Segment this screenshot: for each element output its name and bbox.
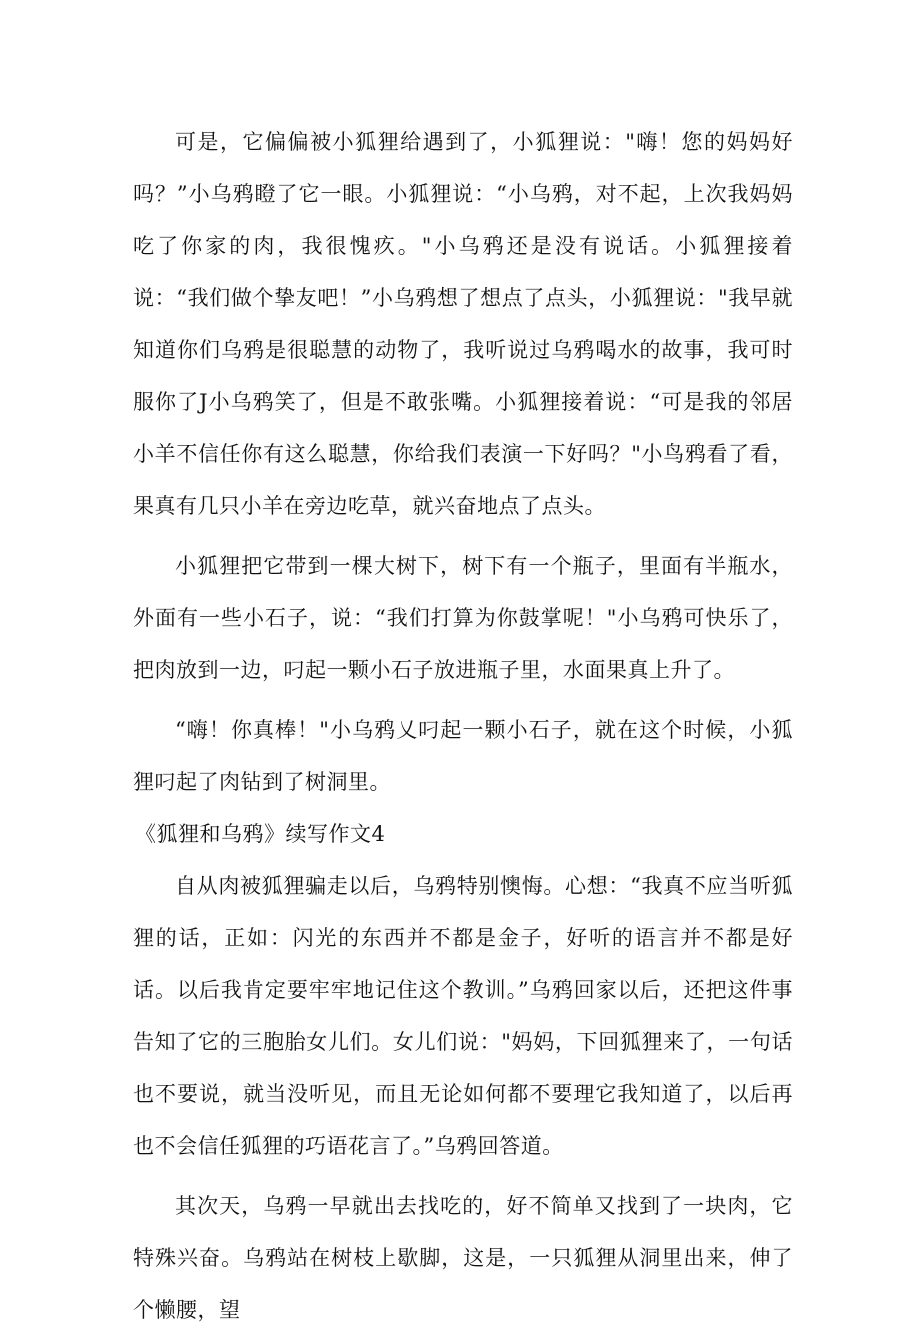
paragraph-2: 小狐狸把它带到一棵大树下，树下有一个瓶子，里面有半瓶水，外面有一些小石子，说：“我们打算为你鼓掌呢！"小乌鸦可快乐了，把肉放到一边，叼起一颗小石子放进瓶子里，水面果真上升了。 [133,554,793,682]
paragraph-4: 自从肉被狐狸骗走以后，乌鸦特别懊悔。心想：“我真不应当听狐狸的话，正如：闪光的东西并不都是金子，好听的语言并不都是好话。以后我肯定要牢牢地记住这个教训。”乌鸦回家以后，还把这件事告知了它的三胞胎女儿们。女儿们说："妈妈，下回狐狸来了，一句话也不要说，就当没听见，而且无论如何都不要理它我知道了，以后再也不会信任狐狸的巧语花言了。”乌鸦回答道。 [133,874,793,1158]
paragraph-5: 其次天，乌鸦一早就出去找吃的，好不简单又找到了一块肉，它特殊兴奋。乌鸦站在树枝上歇脚，这是，一只狐狸从洞里出来，伸了个懒腰，望 [133,1194,793,1322]
section-heading: 《狐狸和乌鸦》续写作文4 [135,822,386,846]
paragraph-3: “嗨！你真棒！"小乌鸦乂叼起一颗小石子，就在这个时候，小狐狸叼起了肉钻到了树洞里。 [133,718,793,794]
paragraph-1: 可是，它偏偏被小狐狸给遇到了，小狐狸说："嗨！您的妈妈好吗？”小乌鸦瞪了它一眼。小狐狸说：“小乌鸦，对不起，上次我妈妈吃了你家的肉，我很愧疚。"小乌鸦还是没有说话。小狐狸接着说：“我们做个挚友吧！”小乌鸦想了想点了点头，小狐狸说："我早就知道你们乌鸦是很聪慧的动物了，我听说过乌鸦喝水的故事，我可时服你了J小乌鸦笑了，但是不敢张嘴。小狐狸接着说：“可是我的邻居小羊不信任你有这么聪慧，你给我们表演一下好吗？"小鸟鸦看了看，果真有几只小羊在旁边吃草，就兴奋地点了点头。 [133,130,793,518]
document-body [133,116,793,1336]
